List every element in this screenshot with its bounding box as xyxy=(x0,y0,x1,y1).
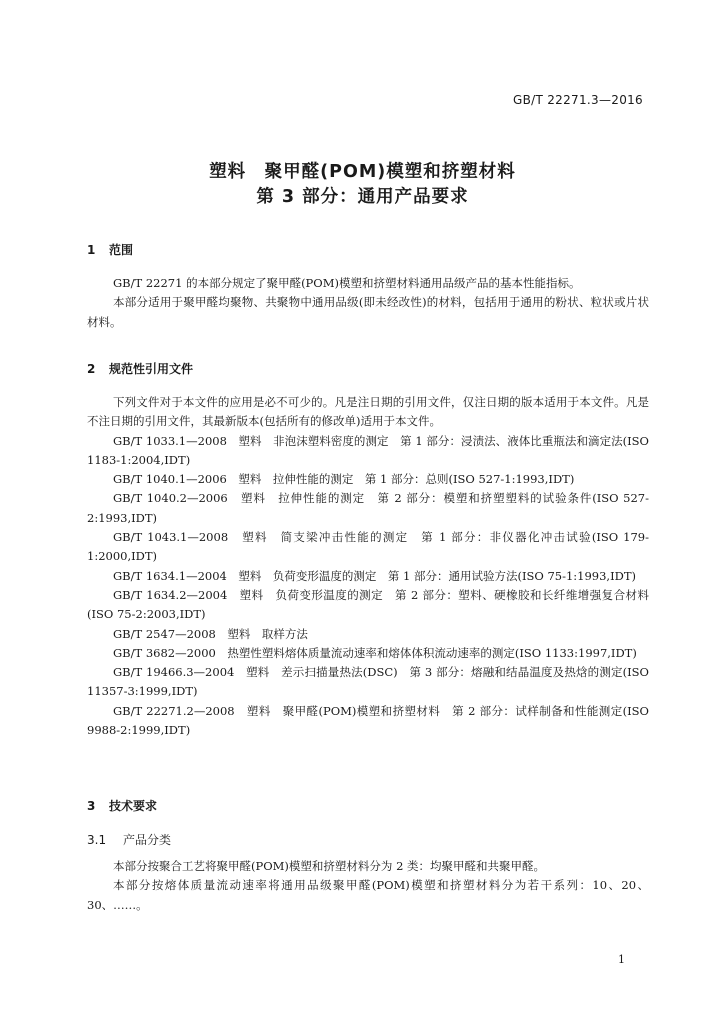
subsection-3-1-heading xyxy=(87,831,171,848)
reference-item: GB/T 22271.2—2008 塑料 聚甲醛(POM)模塑和挤塑材料 第 2 部分：试样制备和性能测定(ISO 9988-2:1999,IDT) xyxy=(87,703,649,738)
document-title-line2: 第 3 部分：通用产品要求 xyxy=(256,187,469,207)
reference-item: GB/T 1043.1—2008 塑料 简支梁冲击性能的测定 第 1 部分：非仪器化冲击试验(ISO 179-1:2000,IDT) xyxy=(87,530,649,564)
section-number: 2 xyxy=(87,362,96,376)
reference-item: GB/T 2547—2008 塑料 取样方法 xyxy=(113,626,308,641)
reference-item: GB/T 3682—2000 热塑性塑料熔体质量流动速率和熔体体积流动速率的测定(ISO 1133:1997,IDT) xyxy=(113,645,637,660)
section-2-heading xyxy=(87,360,193,377)
standard-number: GB/T 22271.3—2016 xyxy=(513,93,643,107)
reference-item: GB/T 19466.3—2004 塑料 差示扫描量热法(DSC) 第 3 部分：熔融和结晶温度及热焓的测定(ISO 11357-3:1999,IDT) xyxy=(87,665,649,699)
section-title: 技术要求 xyxy=(109,799,158,813)
paragraph: 本部分适用于聚甲醛均聚物、共聚物中通用品级(即未经改性)的材料，包括用于通用的粉状、粒状或片状材料。 xyxy=(87,295,649,329)
reference-item: GB/T 1040.1—2006 塑料 拉伸性能的测定 第 1 部分：总则(ISO 527-1:1993,IDT) xyxy=(113,472,575,487)
reference-item: GB/T 1634.1—2004 塑料 负荷变形温度的测定 第 1 部分：通用试验方法(ISO 75-1:1993,IDT) xyxy=(113,568,637,583)
section-number: 3 xyxy=(87,799,96,813)
section-3-1-body xyxy=(87,857,649,915)
section-title: 范围 xyxy=(109,243,134,257)
paragraph: 本部分按熔体质量流动速率将通用品级聚甲醛(POM)模塑和挤塑材料分为若干系列：10、20、30、……。 xyxy=(87,878,649,912)
document-title-line1: 塑料 聚甲醛(POM)模塑和挤塑材料 xyxy=(209,162,516,182)
paragraph: 本部分按聚合工艺将聚甲醛(POM)模塑和挤塑材料分为 2 类：均聚甲醛和共聚甲醛。 xyxy=(113,859,546,873)
paragraph: GB/T 22271 的本部分规定了聚甲醛(POM)模塑和挤塑材料通用品级产品的基本性能指标。 xyxy=(113,276,581,290)
reference-item: GB/T 1033.1—2008 塑料 非泡沫塑料密度的测定 第 1 部分：浸渍法、液体比重瓶法和滴定法(ISO 1183-1:2004,IDT) xyxy=(87,433,649,467)
section-1-body xyxy=(87,274,649,332)
reference-item: GB/T 1634.2—2004 塑料 负荷变形温度的测定 第 2 部分：塑料、硬橡胶和长纤维增强复合材料(ISO 75-2:2003,IDT) xyxy=(87,587,649,622)
section-2-body xyxy=(87,393,649,740)
section-title: 规范性引用文件 xyxy=(109,362,194,376)
paragraph: 下列文件对于本文件的应用是必不可少的。凡是注日期的引用文件，仅注日期的版本适用于本文件。凡是不注日期的引用文件，其最新版本(包括所有的修改单)适用于本文件。 xyxy=(87,395,649,429)
subsection-number: 3.1 xyxy=(87,833,107,847)
section-number: 1 xyxy=(87,243,96,257)
page-number: 1 xyxy=(618,953,625,966)
section-1-heading xyxy=(87,241,133,258)
reference-item: GB/T 1040.2—2006 塑料 拉伸性能的测定 第 2 部分：模塑和挤塑塑料的试验条件(ISO 527-2:1993,IDT) xyxy=(87,491,649,525)
section-3-heading xyxy=(87,797,157,814)
subsection-title: 产品分类 xyxy=(123,833,172,847)
